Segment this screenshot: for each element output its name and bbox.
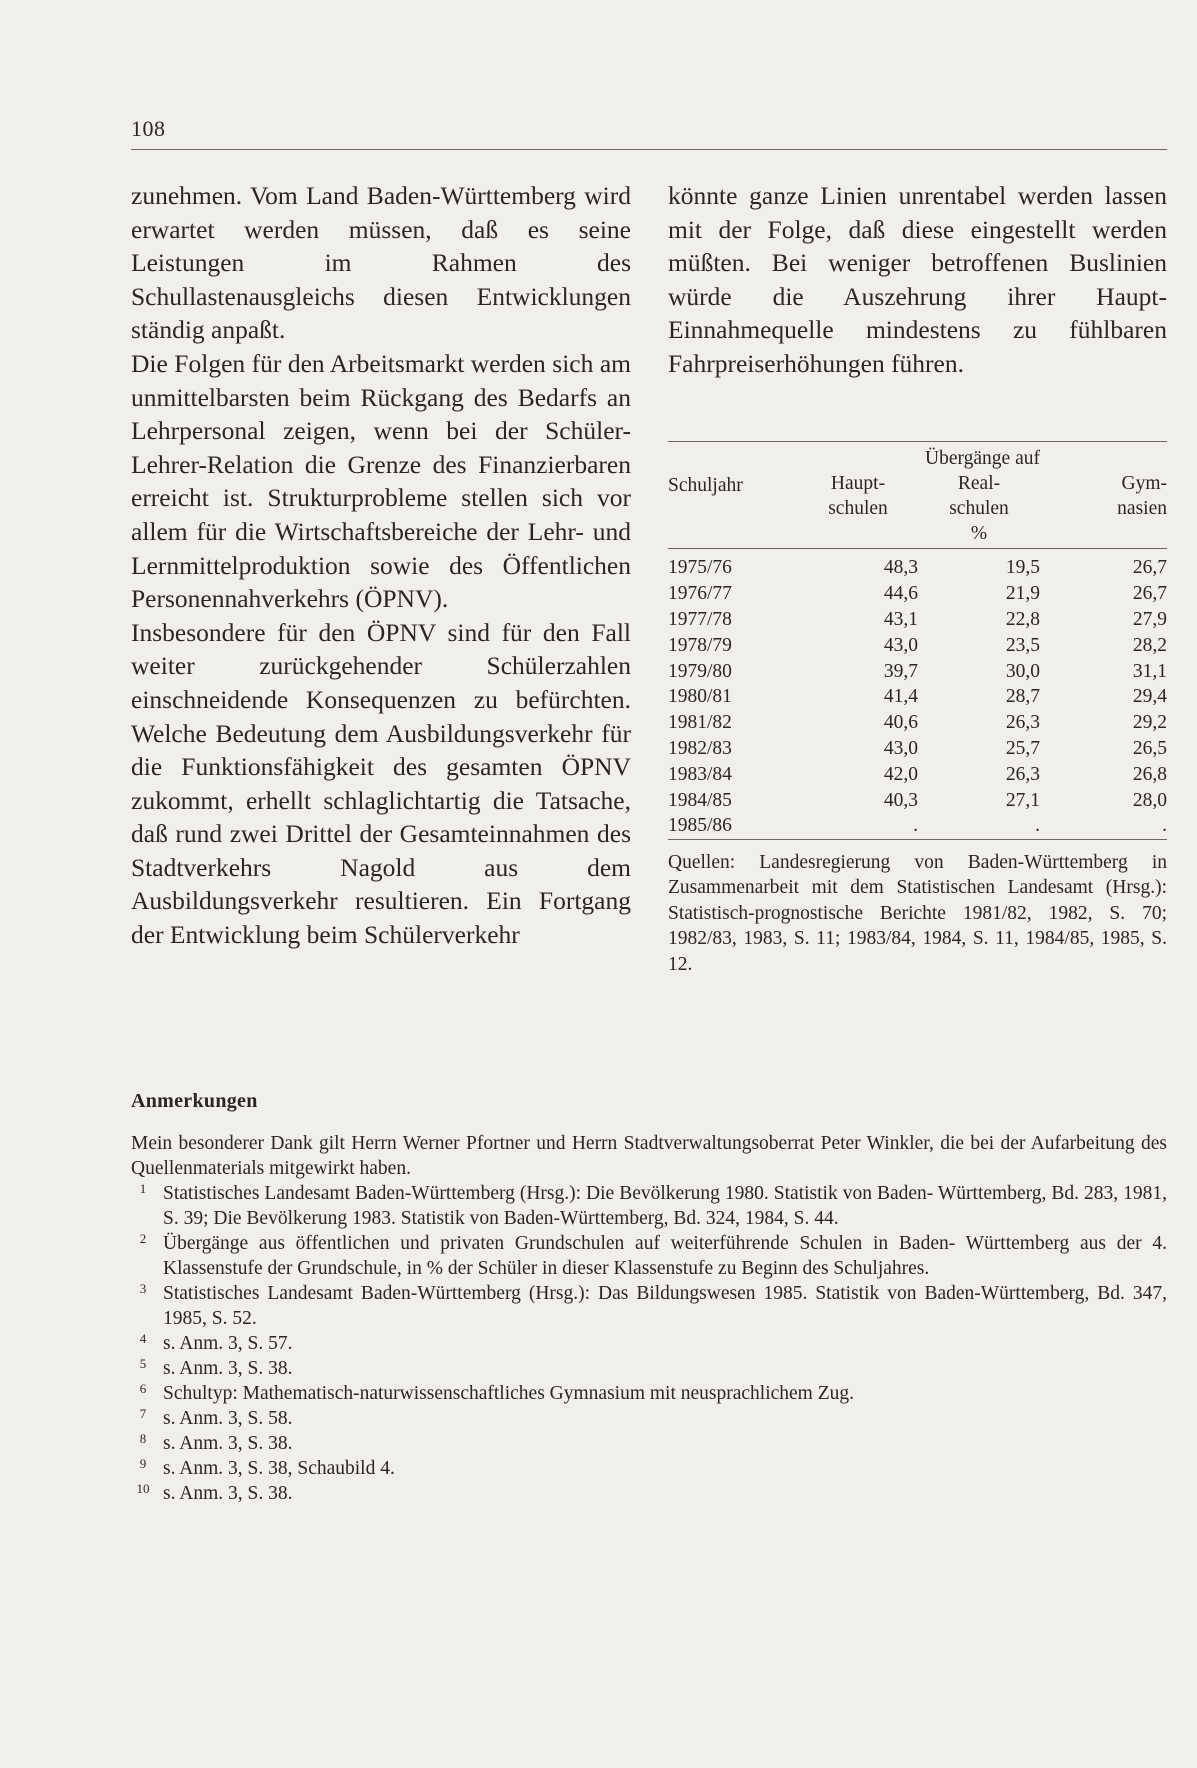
cell-real: 28,7	[1005, 686, 1040, 708]
footnote-text: s. Anm. 3, S. 38, Schaubild 4.	[163, 1458, 395, 1479]
footnote-text: s. Anm. 3, S. 57.	[163, 1333, 293, 1354]
table-group-header: Übergänge auf	[925, 448, 1040, 469]
header-line: schulen	[828, 498, 888, 519]
footnote	[131, 1231, 1167, 1281]
cell-year: 1976/77	[668, 583, 732, 605]
cell-gym: 28,2	[1132, 634, 1167, 656]
header-line: Gym-	[1121, 473, 1167, 494]
cell-real: 26,3	[1005, 763, 1040, 785]
cell-haupt: .	[798, 813, 918, 839]
paragraph: Insbesondere für den ÖPNV sind für den Fall weiter zurückgehender Schülerzahlen einschneidende Konsequenzen zu befürchten. Welche Bedeutung dem Ausbildungsverkehr für die Funktionsfähigkeit des gesamten ÖPNV zukommt, erhellt schlaglichtartig die Tatsache, daß rund zwei Drittel der Gesamteinnahmen des Stadtverkehrs Nagold aus dem Ausbildungsverkehr resultieren. Ein Fortgang der Entwicklung beim Schülerverkehr	[131, 617, 631, 950]
header-line: Real-	[957, 473, 1001, 494]
column-header-year: Schuljahr	[668, 475, 743, 496]
cell-real: .	[918, 813, 1040, 839]
cell-gym: 26,5	[1132, 737, 1167, 759]
cell-year: 1977/78	[668, 608, 732, 630]
paragraph: könnte ganze Linien unrentabel werden lassen mit der Folge, daß diese eingestellt werden müßten. Bei weniger betroffenen Buslinien würde die Auszehrung ihrer Haupt-Einnahmequelle mindestens zu fühlbaren Fahrpreiserhöhungen führen.	[668, 181, 1167, 378]
cell-gym: 28,0	[1132, 789, 1167, 811]
cell-gym: 27,9	[1132, 608, 1167, 630]
footnote-text: s. Anm. 3, S. 58.	[163, 1408, 293, 1429]
footnote-text: s. Anm. 3, S. 38.	[163, 1483, 293, 1504]
footnote	[131, 1181, 1167, 1231]
footnote-text: Schultyp: Mathematisch-naturwissenschaftliches Gymnasium mit neusprachlichem Zug.	[163, 1383, 855, 1404]
cell-haupt: 48,3	[883, 557, 918, 579]
right-column	[668, 179, 1167, 381]
statistics-table-block	[668, 441, 1167, 977]
footnote	[131, 1331, 1167, 1356]
table-row	[668, 787, 1167, 813]
footnote-number: 9	[139, 1456, 147, 1471]
table-row	[668, 581, 1167, 607]
footnote	[131, 1431, 1167, 1456]
table-row	[668, 549, 1167, 581]
unit-label: %	[918, 521, 1040, 549]
transition-rates-table	[668, 442, 1167, 840]
cell-haupt: 41,4	[883, 686, 918, 708]
cell-year: 1975/76	[668, 557, 732, 579]
page-number: 108	[131, 116, 166, 141]
notes-intro: Mein besonderer Dank gilt Herrn Werner Pfortner und Herrn Stadtverwaltungsoberrat Peter Winkler, die bei der Aufarbeitung des Quellenmaterials mitgewirkt haben.	[131, 1133, 1167, 1179]
cell-real: 19,5	[1005, 557, 1040, 579]
table-row	[668, 813, 1167, 839]
table-row	[668, 607, 1167, 633]
footnote-number: 5	[139, 1356, 147, 1371]
cell-year: 1982/83	[668, 737, 732, 759]
cell-haupt: 39,7	[883, 660, 918, 682]
column-header-hauptschulen	[798, 471, 918, 521]
header-line: schulen	[949, 498, 1009, 519]
column-header-realschulen	[918, 471, 1040, 521]
cell-haupt: 40,3	[883, 789, 918, 811]
cell-gym: .	[1040, 813, 1167, 839]
column-header-gymnasien	[1040, 471, 1167, 521]
cell-haupt: 44,6	[883, 583, 918, 605]
cell-real: 23,5	[1005, 634, 1040, 656]
footnote-number: 8	[139, 1431, 147, 1446]
header-line: nasien	[1117, 498, 1167, 519]
cell-real: 25,7	[1005, 737, 1040, 759]
footnote-number: 4	[139, 1331, 147, 1346]
cell-haupt: 43,0	[883, 737, 918, 759]
cell-real: 22,8	[1005, 608, 1040, 630]
cell-gym: 26,7	[1132, 583, 1167, 605]
footnote-text: Statistisches Landesamt Baden-Württemberg (Hrsg.): Die Bevölkerung 1980. Statistik von Baden- Württemberg, Bd. 283, 1981, S. 39; Die Bevölkerung 1983. Statistik von Baden-Württemberg, Bd. 324, 1984, S. 44.	[163, 1183, 1167, 1229]
cell-real: 27,1	[1005, 789, 1040, 811]
footnote-text: s. Anm. 3, S. 38.	[163, 1358, 293, 1379]
footnote-number: 10	[136, 1481, 150, 1496]
cell-year: 1980/81	[668, 686, 732, 708]
footnote	[131, 1381, 1167, 1406]
cell-year: 1983/84	[668, 763, 732, 785]
footnote	[131, 1456, 1167, 1481]
footnote	[131, 1356, 1167, 1381]
table-row	[668, 736, 1167, 762]
footnote	[131, 1406, 1167, 1431]
footnote	[131, 1481, 1167, 1506]
footnote-number: 6	[139, 1381, 147, 1396]
header-line: Haupt-	[830, 473, 886, 494]
cell-year: 1985/86	[668, 813, 798, 839]
footnote-text: s. Anm. 3, S. 38.	[163, 1433, 293, 1454]
cell-haupt: 43,0	[883, 634, 918, 656]
footnote-text: Statistisches Landesamt Baden-Württemberg (Hrsg.): Das Bildungswesen 1985. Statistik von Baden-Württemberg, Bd. 347, 1985, S. 52.	[163, 1283, 1167, 1329]
cell-gym: 29,2	[1132, 712, 1167, 734]
footnote	[131, 1281, 1167, 1331]
footnote-number: 7	[139, 1406, 147, 1421]
header-rule	[131, 149, 1167, 150]
cell-gym: 29,4	[1132, 686, 1167, 708]
cell-year: 1978/79	[668, 634, 732, 656]
cell-real: 26,3	[1005, 712, 1040, 734]
footnote-number: 2	[139, 1231, 147, 1246]
footnote-text: Übergänge aus öffentlichen und privaten Grundschulen auf weiterführende Schulen in Baden- Württemberg aus der 4. Klassenstufe der Grundschule, in % der Schüler in dieser Klassenstufe zu Beginn des Schuljahres.	[163, 1233, 1167, 1279]
table-row	[668, 632, 1167, 658]
cell-real: 30,0	[1005, 660, 1040, 682]
cell-year: 1979/80	[668, 660, 732, 682]
table-row	[668, 658, 1167, 684]
footnote-number: 3	[139, 1281, 147, 1296]
cell-gym: 31,1	[1132, 660, 1167, 682]
cell-real: 21,9	[1005, 583, 1040, 605]
cell-haupt: 43,1	[883, 608, 918, 630]
cell-gym: 26,8	[1132, 763, 1167, 785]
paragraph: Die Folgen für den Arbeitsmarkt werden sich am unmittelbarsten beim Rückgang des Bedarfs an Lehrpersonal zeigen, wenn bei der Schüler-Lehrer-Relation die Grenze des Finanzierbaren erreicht ist. Strukturprobleme stellen sich vor allem für die Wirtschaftsbereiche der Lehr- und Lernmittelproduktion sowie des Öffentlichen Personennahverkehrs (ÖPNV).	[131, 348, 631, 614]
footnote-number: 1	[139, 1181, 147, 1196]
paragraph: zunehmen. Vom Land Baden-Württemberg wird erwartet werden müssen, daß es seine Leistungen im Rahmen des Schullastenausgleichs diesen Entwicklungen ständig anpaßt.	[131, 181, 631, 345]
cell-haupt: 40,6	[883, 712, 918, 734]
cell-year: 1984/85	[668, 789, 732, 811]
table-sources: Quellen: Landesregierung von Baden-Württemberg in Zusammenarbeit mit dem Statistischen Landesamt (Hrsg.): Statistisch-prognostische Berichte 1981/82, 1982, S. 70; 1982/83, 1983, S. 11; 1983/84, 1984, S. 11, 1984/85, 1985, S. 12.	[668, 851, 1167, 975]
cell-haupt: 42,0	[883, 763, 918, 785]
table-row	[668, 684, 1167, 710]
left-column	[131, 179, 631, 952]
notes-heading: Anmerkungen	[131, 1090, 258, 1112]
table-row	[668, 710, 1167, 736]
cell-gym: 26,7	[1132, 557, 1167, 579]
table-body	[668, 549, 1167, 840]
table-row	[668, 761, 1167, 787]
cell-year: 1981/82	[668, 712, 732, 734]
footnotes-list	[131, 1181, 1167, 1506]
